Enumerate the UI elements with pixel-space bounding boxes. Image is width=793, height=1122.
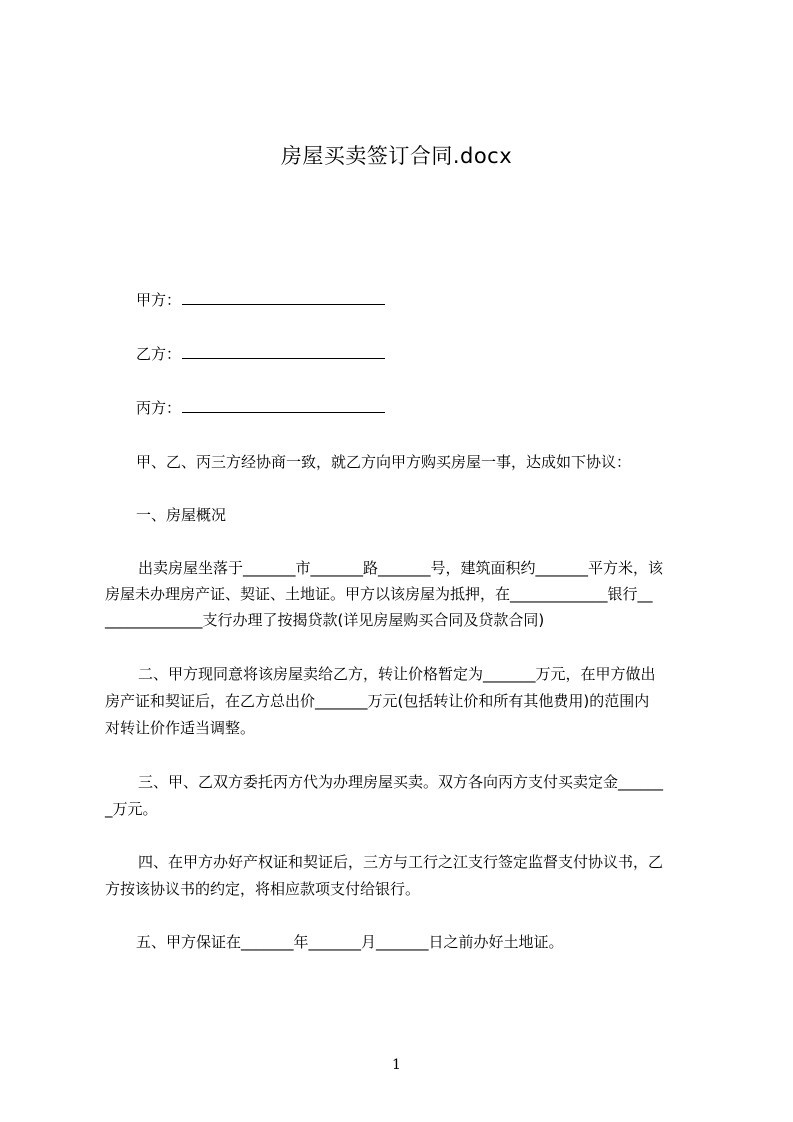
party-a-blank[interactable] — [182, 290, 385, 305]
section-5: 五、甲方保证在_______年_______月_______日之前办好土地证。 — [136, 933, 564, 951]
section-3-line-2: _万元。 — [105, 800, 158, 818]
section-2-line-1: 二、甲方现同意将该房屋卖给乙方，转让价格暂定为_______万元，在甲方做出 — [138, 665, 656, 683]
party-c-blank[interactable] — [182, 398, 385, 413]
section-2-line-2: 房产证和契证后，在乙方总出价_______万元(包括转让价和所有其他费用)的范围内 — [105, 692, 650, 710]
section-3-line-1: 三、甲、乙双方委托丙方代为办理房屋买卖。双方各向丙方支付买卖定金______ — [138, 773, 664, 791]
party-b-line — [136, 341, 736, 367]
party-b-label: 乙方： — [136, 345, 182, 363]
page-number: 1 — [392, 1057, 401, 1073]
section-1-line-1: 出卖房屋坐落于_______市_______路_______号，建筑面积约_______平方米，该 — [138, 559, 664, 577]
party-c-line — [136, 395, 736, 421]
party-b-blank[interactable] — [182, 344, 385, 359]
document-title: 房屋买卖签订合同.docx — [280, 144, 513, 168]
section-1-line-3: _____________支行办理了按揭贷款(详见房屋购买合同及贷款合同) — [105, 611, 545, 629]
party-a-label: 甲方： — [136, 291, 182, 309]
party-c-label: 丙方： — [136, 399, 182, 417]
party-a-line — [136, 287, 736, 313]
section-4-line-1: 四、在甲方办好产权证和契证后，三方与工行之江支行签定监督支付协议书，乙 — [138, 853, 664, 871]
intro-paragraph: 甲、乙、丙三方经协商一致，就乙方向甲方购买房屋一事，达成如下协议： — [136, 453, 632, 471]
section-2-line-3: 对转让价作适当调整。 — [105, 719, 256, 737]
section-4-line-2: 方按该协议书的约定，将相应款项支付给银行。 — [105, 880, 421, 898]
section-1-heading: 一、房屋概况 — [136, 506, 227, 524]
section-1-line-2: 房屋未办理房产证、契证、土地证。甲方以该房屋为抵押，在_____________银行__ — [105, 585, 653, 603]
